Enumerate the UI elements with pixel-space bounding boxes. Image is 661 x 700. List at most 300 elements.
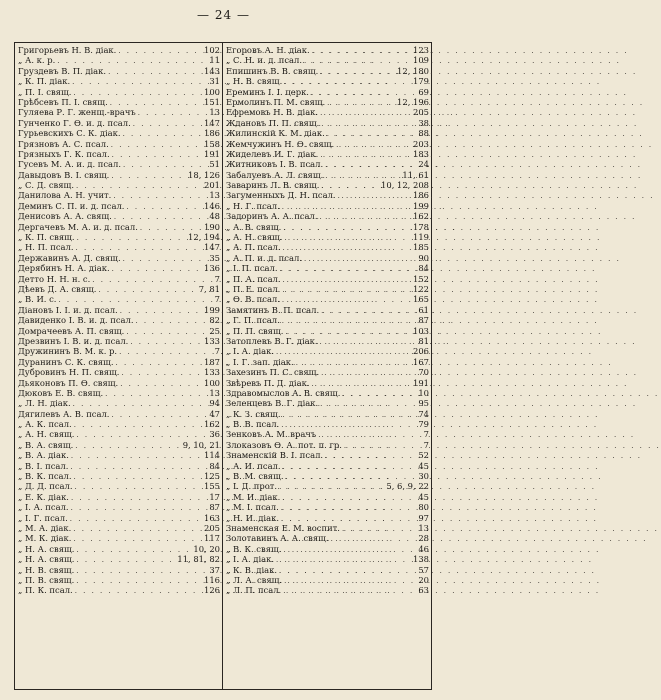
index-entry bbox=[15, 398, 222, 408]
index-entry bbox=[15, 139, 222, 149]
dot-leader bbox=[318, 212, 413, 222]
entry-name: Дергачевъ М. А. и. д. псал. bbox=[18, 221, 138, 232]
entry-name: „ І. П. псал. bbox=[226, 263, 278, 274]
index-entry bbox=[15, 211, 222, 221]
dot-leader bbox=[90, 275, 214, 285]
dot-leader bbox=[282, 233, 413, 243]
dot-leader bbox=[325, 129, 419, 139]
dot-leader bbox=[124, 327, 209, 337]
entry-pages: 31 bbox=[209, 76, 220, 87]
index-entry bbox=[223, 357, 431, 367]
entry-pages: 143 bbox=[204, 65, 220, 76]
entry-name: „ І. А. псал. bbox=[18, 502, 69, 513]
dot-leader bbox=[71, 524, 204, 534]
entry-name: „ Ө. В. псал. bbox=[226, 294, 280, 305]
dot-leader bbox=[281, 545, 418, 555]
dot-leader bbox=[110, 150, 204, 160]
dot-leader bbox=[70, 77, 209, 87]
index-table bbox=[14, 42, 432, 690]
entry-name: „ С. Д. свящ. bbox=[18, 180, 75, 191]
entry-name: Державинъ А. Д. свящ. bbox=[18, 252, 121, 263]
index-entry bbox=[223, 211, 431, 221]
index-entry bbox=[223, 253, 431, 263]
entry-pages: 102 bbox=[204, 45, 220, 55]
entry-name: Жиделевъ И. Г. діак. bbox=[226, 148, 319, 159]
index-column-left bbox=[15, 43, 223, 689]
entry-pages: 35 bbox=[209, 252, 220, 263]
dot-leader bbox=[318, 108, 413, 118]
entry-name: „ М. К. діак. bbox=[18, 533, 72, 544]
dot-leader bbox=[73, 441, 182, 451]
entry-pages: 28 bbox=[418, 533, 429, 544]
entry-pages: 190 bbox=[204, 221, 220, 232]
entry-pages: 45 bbox=[418, 460, 429, 471]
index-entry bbox=[223, 585, 431, 595]
entry-pages: 25 bbox=[209, 325, 220, 336]
entry-name: Замятинъ В. П. псал. bbox=[226, 304, 320, 315]
index-entry bbox=[15, 533, 222, 543]
entry-name: Злоказовъ Ө. А. пот. п. гр. bbox=[226, 439, 342, 450]
dot-leader bbox=[281, 462, 419, 472]
index-entry bbox=[15, 357, 222, 367]
entry-pages: 114 bbox=[204, 450, 220, 461]
dot-leader bbox=[74, 545, 193, 555]
entry-pages: 12, 196 bbox=[397, 96, 429, 107]
dot-leader bbox=[310, 46, 413, 56]
entry-pages: 87 bbox=[209, 502, 220, 513]
entry-pages: 133 bbox=[204, 335, 220, 346]
dot-leader bbox=[109, 410, 209, 420]
index-entry bbox=[15, 513, 222, 523]
entry-name: „ Е. К. діак. bbox=[18, 491, 69, 502]
entry-pages: 7 bbox=[214, 346, 220, 357]
index-entry bbox=[223, 232, 431, 242]
dot-leader bbox=[68, 462, 209, 472]
index-entry bbox=[223, 55, 431, 65]
entry-name: Золотавинъ А. А. свящ. bbox=[226, 533, 329, 544]
index-entry bbox=[223, 429, 431, 439]
entry-name: Денисовъ А. А. свящ. bbox=[18, 211, 112, 222]
dot-leader bbox=[334, 140, 413, 150]
index-entry bbox=[15, 305, 222, 315]
dot-leader bbox=[336, 191, 413, 201]
index-entry bbox=[223, 461, 431, 471]
index-entry bbox=[15, 544, 222, 554]
entry-name: „ М. И. діак. bbox=[226, 491, 281, 502]
entry-pages: 147 bbox=[204, 117, 220, 128]
index-entry bbox=[15, 315, 222, 325]
entry-name: Ефремовъ Н. В. діак. bbox=[226, 107, 319, 118]
entry-name: „ В. М. свящ. bbox=[226, 471, 284, 482]
dot-leader bbox=[75, 233, 188, 243]
index-entry bbox=[15, 222, 222, 232]
index-entry bbox=[223, 565, 431, 575]
index-entry bbox=[223, 76, 431, 86]
entry-name: „ П. К. псал. bbox=[18, 585, 73, 596]
index-entry bbox=[15, 128, 222, 138]
entry-pages: 70 bbox=[418, 367, 429, 378]
dot-leader bbox=[133, 316, 209, 326]
entry-pages: 116 bbox=[204, 574, 220, 585]
entry-pages: 138 bbox=[413, 554, 429, 565]
entry-name: „ А. П. и. д. псал. bbox=[226, 252, 302, 263]
index-entry bbox=[223, 97, 431, 107]
index-entry bbox=[15, 242, 222, 252]
entry-name: „ В. І. псал. bbox=[18, 460, 69, 471]
dot-leader bbox=[74, 576, 204, 586]
index-entry bbox=[223, 107, 431, 117]
dot-leader bbox=[131, 119, 204, 129]
entry-name: Загуменныхъ Д. Н. псал. bbox=[226, 190, 336, 201]
index-entry bbox=[15, 461, 222, 471]
entry-name: „ І. А. діак. bbox=[226, 554, 275, 565]
dot-leader bbox=[280, 316, 419, 326]
index-entry bbox=[223, 409, 431, 419]
index-entry bbox=[15, 367, 222, 377]
entry-pages: 74 bbox=[418, 408, 429, 419]
index-entry bbox=[223, 326, 431, 336]
entry-pages: 7, 81 bbox=[198, 283, 220, 294]
entry-name: Грѣбсевъ П. І. свящ. bbox=[18, 96, 108, 107]
index-entry bbox=[15, 45, 222, 55]
index-entry bbox=[223, 544, 431, 554]
index-entry bbox=[223, 294, 431, 304]
entry-name: „ В. А. свящ. bbox=[18, 439, 74, 450]
entry-pages: 7 bbox=[214, 294, 220, 305]
entry-pages: 203 bbox=[413, 138, 429, 149]
entry-pages: 36 bbox=[209, 429, 220, 440]
entry-name: Ермолинъ П. М. свящ. bbox=[226, 96, 326, 107]
index-entry bbox=[223, 159, 431, 169]
index-entry bbox=[223, 139, 431, 149]
index-entry bbox=[223, 502, 431, 512]
index-entry bbox=[15, 429, 222, 439]
entry-pages: 38 bbox=[418, 117, 429, 128]
entry-pages: 47 bbox=[209, 408, 220, 419]
entry-pages: 17 bbox=[209, 491, 220, 502]
entry-pages: 151 bbox=[204, 96, 220, 107]
dot-leader bbox=[277, 566, 418, 576]
entry-pages: 12, 180 bbox=[397, 65, 429, 76]
dot-leader bbox=[274, 555, 413, 565]
index-entry bbox=[223, 419, 431, 429]
entry-name: Дуранинъ С. К. свящ. bbox=[18, 356, 114, 367]
index-entry bbox=[223, 398, 431, 408]
entry-pages: 163 bbox=[204, 512, 220, 523]
entry-name: Гурьевскихъ С. К. діак. bbox=[18, 128, 121, 139]
index-entry bbox=[223, 471, 431, 481]
entry-name: Ереминъ І. І. церк. bbox=[226, 86, 309, 97]
index-entry bbox=[223, 450, 431, 460]
dot-leader bbox=[73, 586, 204, 596]
dot-leader bbox=[280, 285, 413, 295]
index-entry bbox=[223, 440, 431, 450]
entry-pages: 79 bbox=[418, 419, 429, 430]
entry-name: Давыдовъ В. І. свящ. bbox=[18, 169, 110, 180]
entry-name: „ В. А. діак. bbox=[18, 450, 69, 461]
entry-pages: 123 bbox=[413, 45, 429, 55]
index-entry bbox=[223, 378, 431, 388]
dot-leader bbox=[68, 514, 204, 524]
entry-pages: 94 bbox=[209, 398, 220, 409]
entry-name: Задоринъ А. А. псал. bbox=[226, 211, 318, 222]
index-entry bbox=[15, 409, 222, 419]
entry-name: „ В. К. псал. bbox=[18, 471, 72, 482]
entry-pages: 100 bbox=[204, 377, 220, 388]
index-entry bbox=[223, 201, 431, 211]
entry-pages: 187 bbox=[204, 356, 220, 367]
index-entry bbox=[15, 253, 222, 263]
index-entry bbox=[223, 305, 431, 315]
entry-pages: 191 bbox=[413, 377, 429, 388]
dot-leader bbox=[118, 379, 204, 389]
index-entry bbox=[223, 523, 431, 533]
index-entry bbox=[15, 326, 222, 336]
entry-name: Звѣревъ П. Д. діак. bbox=[226, 377, 310, 388]
entry-name: „ П. В. свящ. bbox=[18, 574, 75, 585]
entry-name: Знаменскій В. І. псал. bbox=[226, 450, 324, 461]
entry-pages: 186 bbox=[204, 128, 220, 139]
entry-name: Діановъ І. І. и. д. псал. bbox=[18, 304, 118, 315]
entry-pages: 165 bbox=[413, 294, 429, 305]
index-entry bbox=[223, 492, 431, 502]
entry-pages: 52 bbox=[418, 450, 429, 461]
dot-leader bbox=[319, 119, 418, 129]
entry-pages: 133 bbox=[204, 367, 220, 378]
entry-name: „ К. П. діак. bbox=[18, 76, 71, 87]
entry-name: „ П. П. свящ. bbox=[226, 325, 284, 336]
entry-pages: 80 bbox=[418, 502, 429, 513]
dot-leader bbox=[121, 129, 204, 139]
dot-leader bbox=[277, 482, 386, 492]
entry-pages: 152 bbox=[413, 273, 429, 284]
index-entry bbox=[15, 523, 222, 533]
dot-leader bbox=[318, 150, 413, 160]
entry-pages: 5, 6, 9, 22 bbox=[386, 481, 429, 492]
entry-pages: 13 bbox=[209, 107, 220, 118]
entry-name: „ П. А. псал. bbox=[226, 273, 281, 284]
entry-pages: 119 bbox=[413, 232, 429, 243]
entry-name: „ А. П. псал. bbox=[226, 242, 281, 253]
index-entry bbox=[223, 242, 431, 252]
entry-pages: 201 bbox=[204, 180, 220, 191]
entry-name: „ П. І. свящ. bbox=[18, 86, 72, 97]
entry-name: „ М. І. псал. bbox=[226, 502, 279, 513]
entry-pages: 37 bbox=[209, 564, 220, 575]
entry-pages: 126 bbox=[204, 585, 220, 596]
entry-name: „ К. З. свящ. bbox=[226, 408, 281, 419]
entry-pages: 199 bbox=[204, 304, 220, 315]
entry-pages: 186 bbox=[413, 190, 429, 201]
dot-leader bbox=[280, 493, 418, 503]
entry-name: Давиденко І. В. и. д. псал. bbox=[18, 315, 134, 326]
dot-leader bbox=[96, 285, 198, 295]
entry-pages: 84 bbox=[209, 460, 220, 471]
entry-pages: 109 bbox=[413, 55, 429, 66]
dot-leader bbox=[318, 67, 397, 77]
index-entry bbox=[15, 66, 222, 76]
dot-leader bbox=[103, 389, 209, 399]
dot-leader bbox=[72, 420, 204, 430]
entry-name: Дягилевъ А. В. псал. bbox=[18, 408, 110, 419]
entry-pages: 11, 61 bbox=[402, 169, 429, 180]
index-entry bbox=[15, 159, 222, 169]
index-entry bbox=[15, 565, 222, 575]
entry-name: Гуляева Р. Г. женщ.-врачъ bbox=[18, 107, 136, 118]
entry-name: „ Г. П. псал. bbox=[226, 315, 280, 326]
entry-pages: 147 bbox=[204, 242, 220, 253]
entry-pages: 46 bbox=[418, 543, 429, 554]
index-entry bbox=[15, 180, 222, 190]
entry-pages: 100 bbox=[204, 86, 220, 97]
index-entry bbox=[223, 128, 431, 138]
index-entry bbox=[223, 190, 431, 200]
entry-pages: 88 bbox=[418, 128, 429, 139]
dot-leader bbox=[117, 347, 215, 357]
entry-name: „ Л. Н. діак. bbox=[18, 398, 71, 409]
entry-pages: 117 bbox=[204, 533, 220, 544]
entry-pages: 63 bbox=[418, 585, 429, 596]
index-entry bbox=[223, 45, 431, 55]
entry-name: „ А. К. псал. bbox=[18, 419, 72, 430]
entry-pages: 87 bbox=[418, 315, 429, 326]
entry-name: Егоровъ А. Н. діак. bbox=[226, 45, 310, 55]
dot-leader bbox=[325, 98, 397, 108]
dot-leader bbox=[72, 472, 204, 482]
entry-name: „ Н. А. свящ. bbox=[18, 543, 75, 554]
entry-pages: 30 bbox=[418, 471, 429, 482]
index-entry bbox=[15, 107, 222, 117]
entry-name: „ А. В. свящ. bbox=[226, 221, 282, 232]
dot-leader bbox=[69, 493, 209, 503]
dot-leader bbox=[136, 108, 210, 118]
entry-pages: 81 bbox=[418, 335, 429, 346]
entry-pages: 155 bbox=[204, 481, 220, 492]
index-entry bbox=[223, 118, 431, 128]
entry-name: „ В. К. свящ. bbox=[226, 543, 282, 554]
dot-leader bbox=[318, 399, 418, 409]
entry-pages: 136 bbox=[204, 263, 220, 274]
index-entry bbox=[15, 336, 222, 346]
entry-name: Здравомыслов А. В. свящ. bbox=[226, 387, 341, 398]
index-entry bbox=[223, 149, 431, 159]
index-entry bbox=[15, 170, 222, 180]
entry-pages: 179 bbox=[413, 76, 429, 87]
index-entry bbox=[15, 274, 222, 284]
dot-leader bbox=[74, 566, 209, 576]
index-entry bbox=[15, 294, 222, 304]
entry-name: Епишинъ В. В. свящ. bbox=[226, 65, 319, 76]
index-entry bbox=[15, 346, 222, 356]
dot-leader bbox=[114, 358, 204, 368]
entry-name: Григорьевъ Н. В. діак. bbox=[18, 45, 117, 55]
entry-name: „ В. И. с. bbox=[18, 294, 57, 305]
index-entry bbox=[15, 87, 222, 97]
index-entry bbox=[223, 481, 431, 491]
index-entry bbox=[15, 97, 222, 107]
entry-name: Гунченко Г. Ө. и. д. псал. bbox=[18, 117, 131, 128]
entry-pages: 84 bbox=[418, 263, 429, 274]
dot-leader bbox=[340, 524, 418, 534]
entry-name: Зеленцевъ В. Г. діак. bbox=[226, 398, 319, 409]
entry-pages: 162 bbox=[413, 211, 429, 222]
entry-name: Дѣевъ Д. А. свящ. bbox=[18, 283, 97, 294]
entry-name: Детто Н. Н. н. с. bbox=[18, 273, 91, 284]
dot-leader bbox=[69, 503, 210, 513]
entry-pages: 7 bbox=[423, 429, 429, 440]
entry-name: „ В. В. псал. bbox=[226, 419, 280, 430]
dot-leader bbox=[281, 586, 418, 596]
entry-name: Дюковъ Е. В. свящ. bbox=[18, 387, 104, 398]
entry-pages: 205 bbox=[413, 107, 429, 118]
index-entry bbox=[223, 87, 431, 97]
entry-name: Зенковъ А. М. врачъ bbox=[226, 429, 317, 440]
index-entry bbox=[223, 274, 431, 284]
entry-pages: 61 bbox=[418, 304, 429, 315]
index-entry bbox=[15, 118, 222, 128]
entry-name: Ждановъ П. П. свящ. bbox=[226, 117, 320, 128]
entry-name: „ І. Г. псал. bbox=[18, 512, 68, 523]
entry-pages: 199 bbox=[413, 200, 429, 211]
dot-leader bbox=[281, 410, 419, 420]
page-number: — 24 — bbox=[197, 8, 250, 22]
entry-name: Данилова А. Н. учит. bbox=[18, 190, 112, 201]
index-entry bbox=[15, 481, 222, 491]
index-entry bbox=[223, 554, 431, 564]
index-entry bbox=[15, 585, 222, 595]
entry-pages: 97 bbox=[418, 512, 429, 523]
dot-leader bbox=[319, 368, 418, 378]
entry-name: „ А. к. р. bbox=[18, 55, 56, 66]
index-entry bbox=[15, 419, 222, 429]
entry-name: „ Н. В. свящ. bbox=[226, 76, 283, 87]
dot-leader bbox=[318, 337, 419, 347]
entry-name: Дрезвинъ І. В. и. д. псал. bbox=[18, 335, 129, 346]
index-entry bbox=[223, 336, 431, 346]
dot-leader bbox=[109, 171, 188, 181]
index-entry bbox=[223, 346, 431, 356]
index-entry bbox=[223, 66, 431, 76]
entry-pages: 185 bbox=[413, 242, 429, 253]
index-entry bbox=[15, 440, 222, 450]
entry-name: Захезинъ П. С. свящ. bbox=[226, 367, 320, 378]
entry-name: „ І. Г. зап. діак. bbox=[226, 356, 294, 367]
entry-name: „ А. Н. свящ. bbox=[226, 232, 283, 243]
entry-name: Знаменская Е. М. воспит. bbox=[226, 522, 340, 533]
entry-name: „ Н. И. діак. bbox=[226, 512, 279, 523]
entry-name: Заваринъ Л. В. свящ. bbox=[226, 180, 320, 191]
entry-name: „ Н. П. псал. bbox=[18, 242, 74, 253]
index-entry bbox=[15, 554, 222, 564]
index-entry bbox=[15, 76, 222, 86]
entry-pages: 167 bbox=[413, 356, 429, 367]
index-entry bbox=[15, 575, 222, 585]
dot-leader bbox=[282, 576, 418, 586]
index-entry bbox=[223, 170, 431, 180]
dot-leader bbox=[281, 223, 413, 233]
entry-pages: 125 bbox=[204, 471, 220, 482]
index-entry bbox=[15, 450, 222, 460]
entry-pages: 10, 12, 208 bbox=[381, 180, 429, 191]
entry-pages: 158 bbox=[204, 138, 220, 149]
index-entry bbox=[15, 388, 222, 398]
entry-pages: 10, 20 bbox=[193, 543, 220, 554]
entry-pages: 206 bbox=[413, 346, 429, 357]
dot-leader bbox=[119, 368, 204, 378]
entry-name: „ П. Е. псал. bbox=[226, 283, 281, 294]
entry-name: „ Л. П. псал. bbox=[226, 585, 282, 596]
entry-name: Грязныхъ Г. К. псал. bbox=[18, 148, 110, 159]
